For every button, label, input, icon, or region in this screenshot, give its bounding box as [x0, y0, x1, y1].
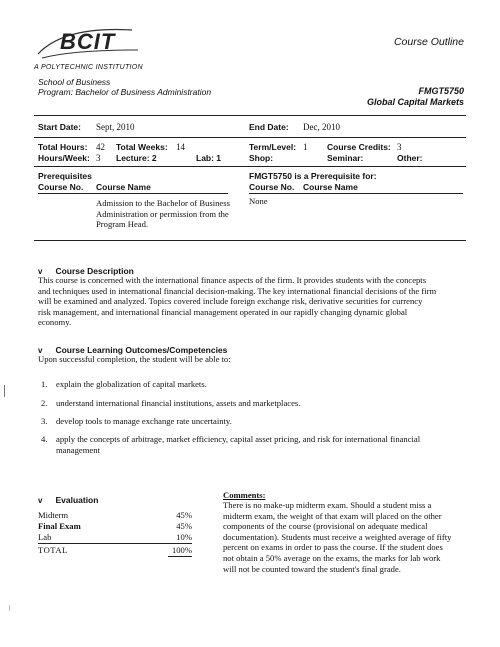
description-line: economy.	[38, 317, 72, 328]
evaluation-title: Evaluation	[55, 495, 99, 505]
description-line: risk management, and international financial management operated in our rapidly changing dynamic global	[38, 306, 408, 317]
start-date-label: Start Date:	[38, 122, 81, 132]
outcome-text	[56, 434, 476, 455]
eval-label-lab: Lab	[38, 532, 52, 542]
comments-line: components of the course (provisional on adequate medical	[223, 521, 428, 532]
hours-week-label: Hours/Week:	[38, 153, 90, 163]
comments-body	[223, 500, 473, 574]
outcome-text: understand international financial institutions, assets and marketplaces.	[56, 398, 301, 408]
seminar-label: Seminar:	[327, 153, 364, 163]
end-date-label: End Date:	[249, 122, 289, 132]
credits-value: 3	[397, 142, 402, 152]
outcome-line: apply the concepts of arbitrage, market efficiency, capital asset pricing, and risk for international financial	[56, 434, 421, 444]
prereq-for-title: FMGT5750 is a Prerequisite for:	[249, 171, 377, 181]
outcome-number: 1.	[41, 379, 48, 389]
description-line: and techniques used in international financial decision-making. The key international financial decisions of the firm	[38, 285, 437, 296]
logo-text: BCIT	[60, 29, 116, 54]
prereq-left-underline	[38, 193, 228, 194]
description-title: Course Description	[55, 266, 134, 276]
credits-label: Course Credits:	[327, 142, 391, 152]
comments-line: percent on exams in order to pass the course. If the student does	[223, 542, 443, 553]
bcit-logo	[34, 20, 144, 62]
prereq-course-name	[96, 198, 230, 230]
eval-value-final: 45%	[176, 521, 192, 531]
eval-label-total: TOTAL	[38, 545, 68, 555]
eval-label-midterm: Midterm	[38, 510, 69, 520]
comments-line: will not be counted toward the student's final grade.	[223, 563, 401, 574]
other-label: Other:	[397, 153, 423, 163]
bullet-icon: v	[38, 496, 43, 505]
divider-top	[34, 115, 466, 116]
outcome-text: explain the globalization of capital markets.	[56, 379, 207, 389]
prereq-title: Prerequisites	[38, 171, 92, 181]
total-weeks-label: Total Weeks:	[116, 142, 168, 152]
prereq-name-line: Admission to the Bachelor of Business	[96, 198, 230, 208]
outcome-text: develop tools to manage exchange rate uncertainty.	[56, 416, 232, 426]
eval-value-midterm: 45%	[176, 510, 192, 520]
doc-type: Course Outline	[393, 36, 464, 48]
divider-hours	[34, 166, 466, 167]
shop-label: Shop:	[249, 153, 274, 163]
outcome-number: 2.	[41, 398, 48, 408]
prereq-for-col-no: Course No.	[249, 182, 295, 192]
description-line: will be examined and analyzed. Topics covered include foreign exchange risk, derivative securities for currency	[38, 296, 423, 307]
evaluation-heading	[38, 490, 98, 508]
bullet-icon: v	[38, 346, 43, 355]
comments-line: documentation). Students must receive a weighted average of fifty	[223, 531, 452, 542]
comments-line: midterm exam, the weight of that exam will placed on the other	[223, 510, 442, 521]
program-name: Program: Bachelor of Business Administration	[38, 87, 212, 97]
course-code: FMGT5750	[418, 86, 464, 96]
outcome-line: management	[56, 444, 100, 455]
divider-details	[34, 137, 466, 138]
total-weeks-value: 14	[176, 142, 185, 152]
prereq-col-no: Course No.	[38, 182, 84, 192]
eval-label-final: Final Exam	[38, 521, 81, 531]
description-line: This course is concerned with the international finance aspects of the firm. It provides students with the concepts	[38, 275, 427, 285]
eval-lab-underline	[38, 543, 192, 544]
outcomes-title: Course Learning Outcomes/Competencies	[55, 345, 228, 355]
term-value: 1	[303, 142, 308, 152]
school-name: School of Business	[38, 77, 111, 87]
total-hours-label: Total Hours:	[38, 142, 88, 152]
eval-value-total: 100%	[171, 545, 192, 555]
scan-mark	[9, 605, 10, 611]
prereq-for-col-name: Course Name	[303, 182, 358, 192]
hours-week-value: 3	[96, 153, 101, 163]
divider-prereq	[34, 240, 466, 241]
total-hours-value: 42	[96, 142, 105, 152]
outcomes-intro: Upon successful completion, the student will be able to:	[38, 354, 231, 364]
outcome-number: 3.	[41, 416, 48, 426]
prereq-right-underline	[249, 193, 463, 194]
end-date-value: Dec, 2010	[303, 122, 340, 132]
prereq-col-name: Course Name	[96, 182, 151, 192]
prereq-for-none: None	[249, 196, 268, 206]
comments-title: Comments:	[223, 490, 266, 500]
bullet-icon: v	[38, 267, 43, 276]
course-title: Global Capital Markets	[366, 97, 464, 107]
scan-mark	[4, 385, 5, 397]
start-date-value: Sept, 2010	[96, 122, 135, 132]
term-label: Term/Level:	[249, 142, 297, 152]
description-body	[38, 275, 478, 328]
prereq-name-line: Administration or permission from the	[96, 208, 229, 219]
eval-total-underline	[168, 556, 192, 557]
comments-line: not obtain a 50% average on the exams, the marks for lab work	[223, 552, 441, 563]
prereq-name-line: Program Head.	[96, 219, 149, 230]
eval-value-lab: 10%	[176, 532, 192, 542]
comments-line: There is no make-up midterm exam. Should a student miss a	[223, 500, 432, 510]
outcome-number: 4.	[41, 434, 48, 444]
lecture-value: Lecture: 2	[116, 153, 157, 163]
tagline: A POLYTECHNIC INSTITUTION	[34, 64, 143, 71]
lab-value: Lab: 1	[196, 153, 222, 163]
